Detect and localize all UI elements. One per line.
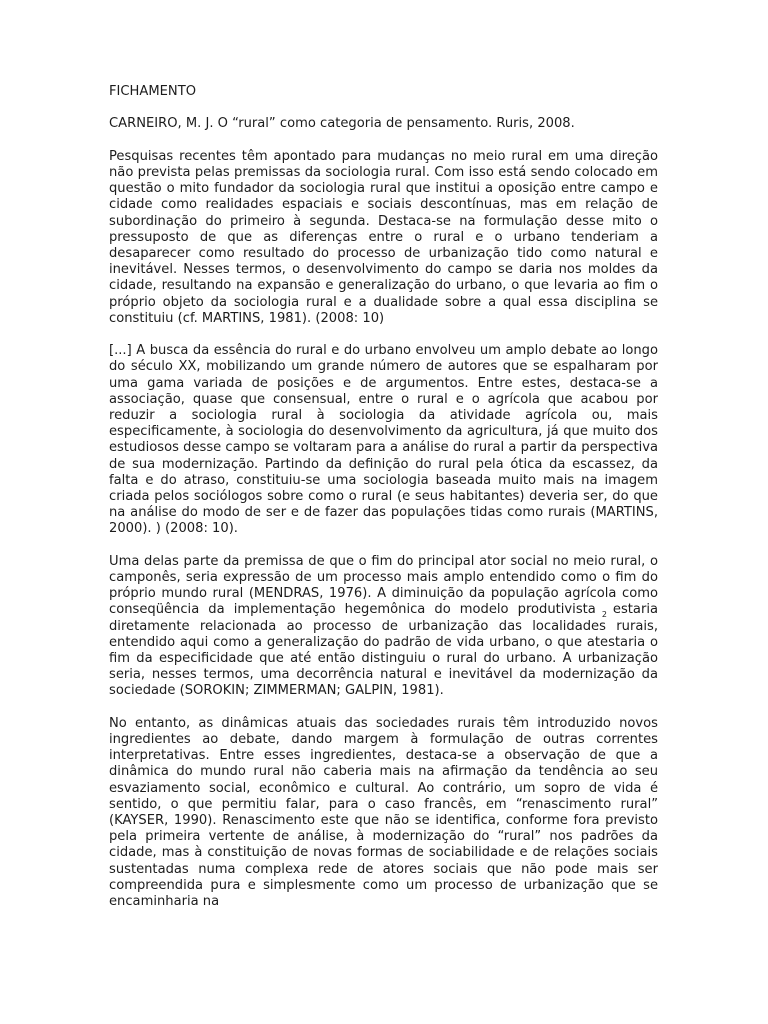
- paragraph-1: Pesquisas recentes têm apontado para mudanças no meio rural em uma direção não prevista pelas premissas da sociologia rural. Com isso está sendo colocado em questão o mito fundador da sociologia rural que institui a oposição entre campo e cidade como realidades espaciais e sociais descontínuas, mas em relação de subordinação do primeiro à segunda. Destaca-se na formulação desse mito o pressuposto de que as diferenças entre o rural e o urbano tenderiam a desaparecer como resultado do processo de urbanização tido como natural e inevitável. Nesses termos, o desenvolvimento do campo se daria nos moldes da cidade, resultando na expansão e generalização do urbano, o que levaria ao fim o próprio objeto da sociologia rural e a dualidade sobre a qual essa disciplina se constituiu (cf. MARTINS, 1981). (2008: 10): [109, 148, 658, 326]
- paragraph-3-text-start: Uma delas parte da premissa de que o fim do principal ator social no meio rural, o camponês, seria expressão de um processo mais amplo entendido como o fim do próprio mundo rural (MENDRAS, 1976). A diminuição da população agrícola como conseqüência da implementação hegemônica do modelo produtivista: [109, 553, 658, 618]
- paragraph-3: [109, 554, 658, 700]
- footnote-marker: 2: [601, 610, 607, 620]
- paragraph-4: No entanto, as dinâmicas atuais das sociedades rurais têm introduzido novos ingredientes ao debate, dando margem à formulação de outras correntes interpretativas. Entre esses ingredientes, destaca-se a observação de que a dinâmica do mundo rural não caberia mais na afirmação da tendência ao seu esvaziamento social, econômico e cultural. Ao contrário, um sopro de vida é sentido, o que permitiu falar, para o caso francês, em “renascimento rural” (KAYSER, 1990). Renascimento este que não se identifica, conforme fora previsto pela primeira vertente de análise, à modernização do “rural” nos padrões da cidade, mas à constituição de novas formas de sociabilidade e de relações sociais sustentadas numa complexa rede de atores sociais que não pode mais ser compreendida pura e simplesmente como um processo de urbanização que se encaminharia na: [109, 715, 658, 910]
- document-heading: FICHAMENTO: [109, 84, 197, 99]
- bibliographic-reference: CARNEIRO, M. J. O “rural” como categoria de pensamento. Ruris, 2008.: [109, 116, 575, 132]
- paragraph-2: [...] A busca da essência do rural e do urbano envolveu um amplo debate ao longo do século XX, mobilizando um grande número de autores que se espalharam por uma gama variada de posições e de argumentos. Entre estes, destaca-se a associação, quase que consensual, entre o rural e o agrícola que acabou por reduzir a sociologia rural à sociologia da atividade agrícola ou, mais especificamente, à sociologia do desenvolvimento da agricultura, já que muito dos estudiosos desse campo se voltaram para a análise do rural a partir da perspectiva de sua modernização. Partindo da definição do rural pela ótica da escassez, da falta e do atraso, constituiu-se uma sociologia baseada muito mais na imagem criada pelos sociólogos sobre como o rural (e seus habitantes) deveria ser, do que na análise do modo de ser e de fazer das populações tidas como rurais (MARTINS, 2000). ) (2008: 10).: [109, 343, 658, 537]
- document-body: [109, 84, 658, 926]
- paragraph-3-text-end: estaria diretamente relacionada ao processo de urbanização das localidades rurais, entendido aqui como a generalização do padrão de vida urbano, o que atestaria o fim da especificidade que até então distinguiu o rural do urbano. A urbanização seria, nesses termos, uma decorrência natural e inevitável da modernização da sociedade (SOROKIN; ZIMMERMAN; GALPIN, 1981).: [109, 602, 658, 699]
